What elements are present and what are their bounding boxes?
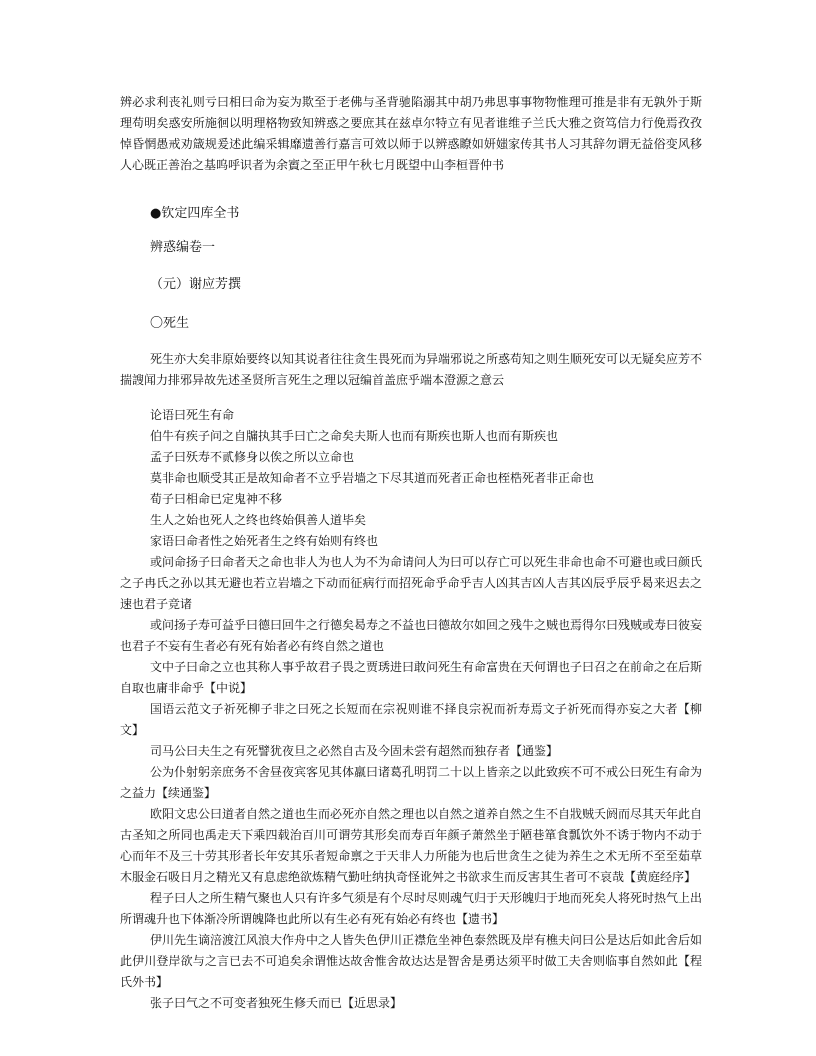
entry: 伊川先生谪涪渡江风浪大作舟中之人皆失色伊川正襟危坐神色泰然既及岸有樵夫问曰公是达后如此舍后如此伊川登岸欲与之言已去不可追矣余谓惟达故舍惟舍故达达是智舍是勇达须平时做工夫舍则临事自然如此【程氏外书】: [120, 933, 703, 989]
entry: 国语云范文子祈死柳子非之曰死之长短而在宗祝则谁不择良宗祝而祈寿焉文子祈死而得亦妄之大者【柳文】: [120, 702, 702, 737]
entry: 莫非命也顺受其正是故知命者不立乎岩墙之下尽其道而死者正命也桎梏死者非正命也: [150, 471, 595, 485]
collection-title: ●钦定四库全书: [150, 206, 240, 221]
entry: 孟子曰殀寿不贰修身以俟之所以立命也: [150, 450, 355, 464]
entry-list: [120, 405, 702, 1014]
entry: 家语曰命者性之始死者生之终有始则有终也: [150, 534, 379, 548]
intro-paragraph: 辨必求利丧礼则亏曰相曰命为妄为欺至于老佛与圣背驰陷溺其中胡乃弗思事事物物惟理可推是非有无孰外于斯理苟明矣惑安所施徊以明理格物致知辨惑之要庶其在兹卓尔特立有见者谁维子兰氏大雅之资笃信力行俛焉孜孜悼昏惘愚戒劝箴规爰述此编采辑靡遗善行嘉言可效以师于以辨惑瞭如妍媸家传其书人习其辞勿谓无益俗变风移人心既正善治之基呜呼识者为余賨之至正甲午秋七月既望中山李桓晋仲书: [120, 95, 702, 172]
section-intro: 死生亦大矣非原始要终以知其说者往往贪生畏死而为异端邪说之所惑苟知之则生顺死安可以无疑矣应芳不揣謏闻力排邪异故先述圣贤所言死生之理以冠编首盖庶乎端本澄源之意云: [120, 352, 703, 387]
entry: 文中子曰命之立也其称人事乎故君子畏之贾琇进曰敢问死生有命富贵在天何谓也子曰召之在前命之在后斯自取也庸非命乎【中说】: [120, 660, 703, 695]
entry: 公为仆射躬亲庶务不舍昼夜宾客见其体羸曰诸葛孔明罚二十以上皆亲之以此致疾不可不戒公曰死生有命为之益力【续通鉴】: [120, 765, 703, 800]
entry: 或问扬子寿可益乎曰德曰回牛之行德矣曷寿之不益也曰德故尔如回之残牛之贼也焉得尔曰残贼或寿曰彼妄也君子不妄有生者必有死有始者必有终自然之道也: [120, 618, 703, 653]
author-line: （元）谢应芳撰: [150, 277, 242, 292]
book-title: 辨惑编卷一: [150, 240, 216, 255]
entry: 程子曰人之所生精气聚也人只有许多气须是有个尽时尽则魂气归于天形魄归于地而死矣人将死时热气上出所谓魂升也下体渐冷所谓魄降也此所以有生必有死有始必有终也【遗书】: [120, 891, 703, 926]
entry: 生人之始也死人之终也终始俱善人道毕矣: [150, 513, 367, 527]
entry: 伯牛有疾子问之自牖执其手曰亡之命矣夫斯人也而有斯疾也斯人也而有斯疾也: [150, 429, 559, 443]
entry: 或问命扬子曰命者天之命也非人为也人为不为命请问人为曰可以存亡可以死生非命也命不可避也或曰颜氏之子冉氏之孙以其无避也若立岩墙之下动而征病行而招死命乎命乎吉人凶其吉凶人吉其凶辰乎辰乎曷来迟去之速也君子竞诸: [120, 555, 703, 611]
entry: 荀子曰相命已定鬼神不移: [150, 492, 283, 506]
section-heading: 〇死生: [150, 316, 190, 331]
entry: 张子曰气之不可变者独死生修夭而已【近思录】: [150, 996, 403, 1010]
entry: 司马公曰夫生之有死譬犹夜旦之必然自古及今固未尝有超然而独存者【通鉴】: [150, 744, 559, 758]
entry: 论语曰死生有命: [150, 408, 235, 422]
entry: 欧阳文忠公曰道者自然之道也生而必死亦自然之理也以自然之道养自然之生不自戕贼夭阏而尽其天年此自古圣知之所同也禹走天下乘四载治百川可谓劳其形矣而寿百年颜子萧然坐于陋巷箪食瓢饮外不诱于物内不动于心而年不及三十劳其形者长年安其乐者短命禀之于天非人力所能为也后世贪生之徒为养生之术无所不至至茹草木服金石吸日月之精光又有息虑绝欲炼精气勤吐纳执奇怪讹舛之书欲求生而反害其生者可不哀哉【黄庭经序】: [120, 807, 703, 884]
